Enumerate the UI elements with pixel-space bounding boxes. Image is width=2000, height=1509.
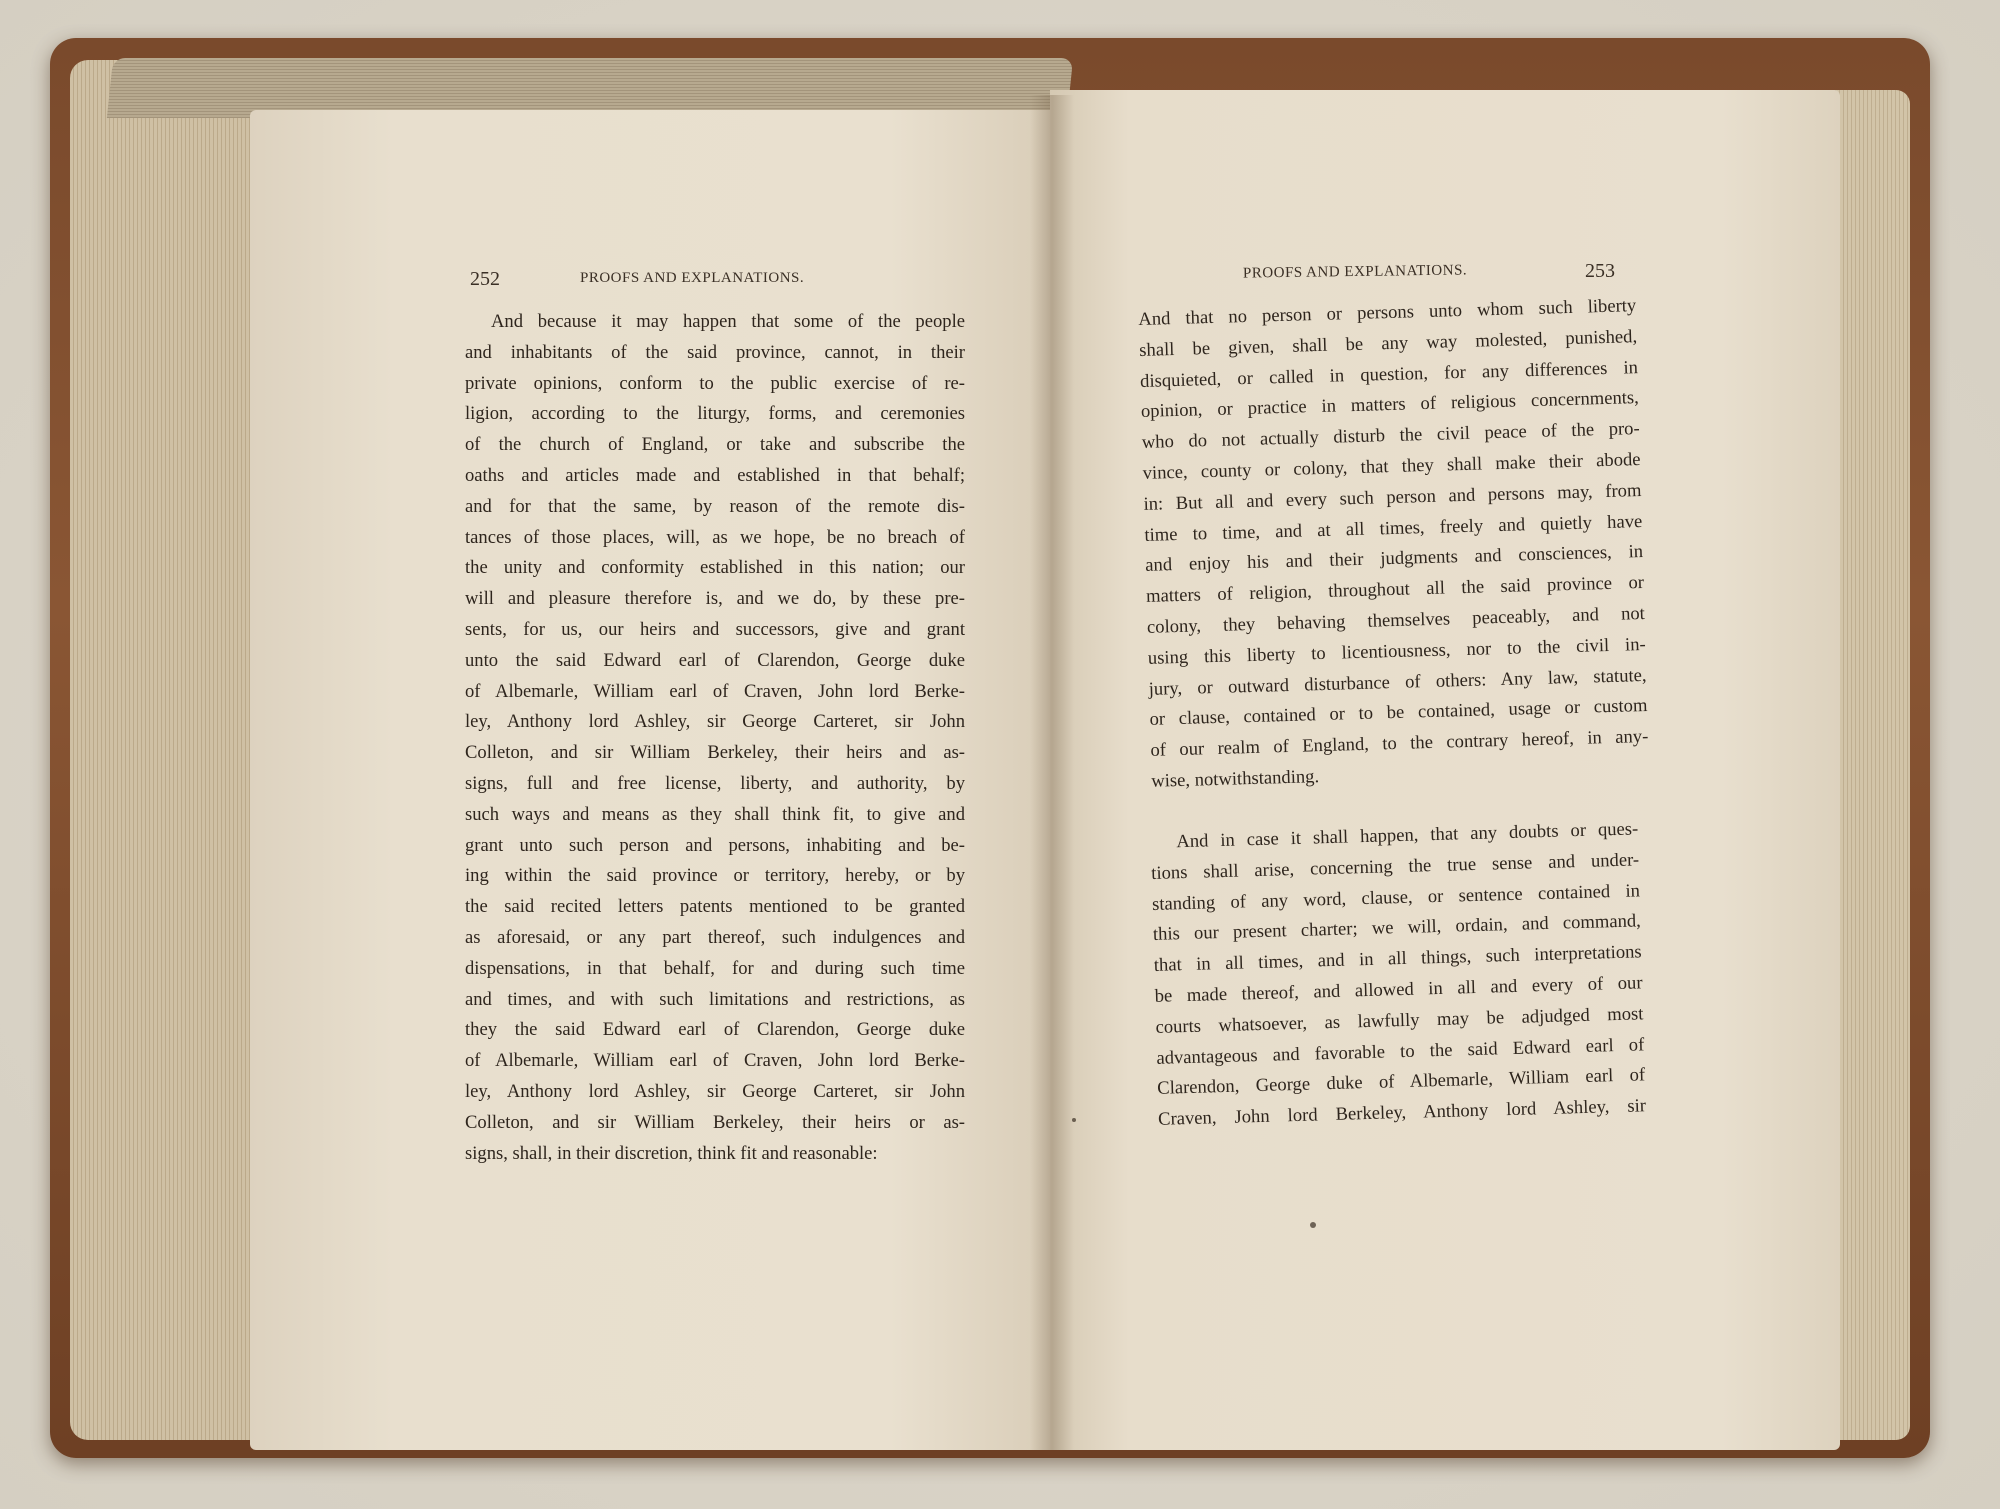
ink-speck — [1072, 1118, 1076, 1122]
text-line: the unity and conformity established in this nation; our — [465, 557, 965, 579]
text-line: of the church of England, or take and subscribe the — [465, 434, 965, 456]
text-line: of Albemarle, William earl of Craven, John lord Berke- — [465, 680, 965, 702]
text-line: oaths and articles made and established in that behalf; — [465, 464, 965, 486]
text-line: colony, they behaving themselves peaceably, and not — [1146, 602, 1646, 638]
text-line: tions shall arise, concerning the true sense and under- — [1150, 849, 1640, 884]
text-line: that in all times, and in all things, such interpretations — [1153, 941, 1642, 977]
text-line: And in case it shall happen, that any doubts or ques- — [1176, 818, 1639, 853]
right-page-paragraph-1 — [1138, 291, 1650, 797]
text-line: and enjoy his and their judgments and consciences, in — [1144, 541, 1644, 577]
text-line: jury, or outward disturbance of others: Any law, statute, — [1148, 664, 1647, 700]
text-line: in: But all and every such person and persons may, from — [1143, 479, 1642, 515]
text-line: and times, and with such limitations and restrictions, as — [465, 988, 965, 1010]
text-line: tances of those places, will, as we hope, be no breach of — [465, 526, 965, 548]
text-line: And because it may happen that some of the people — [491, 311, 965, 332]
text-line: opinion, or practice in matters of religious concernments, — [1140, 387, 1640, 423]
text-line: courts whatsoever, as lawfully may be adjudged most — [1155, 1003, 1644, 1038]
text-line: will and pleasure therefore is, and we do, by these pre- — [465, 588, 965, 610]
text-line: and inhabitants of the said province, cannot, in their — [465, 341, 965, 363]
text-line: the said recited letters patents mentioned to be granted — [465, 896, 965, 918]
text-line: wise, notwithstanding. — [1151, 766, 1320, 792]
text-line: Colleton, and sir William Berkeley, their heirs and as- — [465, 742, 965, 764]
page-edges-top — [107, 58, 1073, 118]
text-line: ley, Anthony lord Ashley, sir George Carteret, sir John — [465, 711, 965, 733]
text-line: using this liberty to licentiousness, nor to the civil in- — [1147, 633, 1646, 669]
text-line: advantageous and favorable to the said Edward earl of — [1156, 1033, 1645, 1069]
text-line: sents, for us, our heirs and successors, give and grant — [465, 618, 965, 640]
text-line: time to time, and at all times, freely and quietly have — [1144, 510, 1643, 546]
page-edges-left — [70, 60, 270, 1440]
text-line: shall be given, shall be any way molested, punished, — [1138, 325, 1638, 361]
text-line: private opinions, conform to the public exercise of re- — [465, 372, 965, 394]
text-line: who do not actually disturb the civil peace of the pro- — [1141, 418, 1640, 454]
text-line: standing of any word, clause, or sentence contained in — [1151, 879, 1641, 915]
text-line: vince, county or colony, that they shall make their abode — [1142, 449, 1641, 484]
text-line: Colleton, and sir William Berkeley, their heirs or as- — [465, 1111, 965, 1133]
right-page-number: 253 — [1585, 260, 1615, 282]
text-line: this our present charter; we will, ordain, and command, — [1152, 910, 1642, 946]
text-line: signs, full and free license, liberty, and authority, by — [465, 772, 965, 794]
text-line: ligion, according to the liturgy, forms, and ceremonies — [465, 403, 965, 425]
ink-speck — [1310, 1222, 1316, 1228]
right-running-head: PROOFS AND EXPLANATIONS. — [1242, 262, 1468, 282]
left-page-number: 252 — [470, 268, 500, 290]
text-line: be made thereof, and allowed in all and every of our — [1154, 972, 1643, 1007]
right-page-paragraph-2 — [1150, 814, 1646, 1135]
text-line: as aforesaid, or any part thereof, such indulgences and — [465, 926, 965, 948]
text-line: of Albemarle, William earl of Craven, John lord Berke- — [465, 1050, 965, 1072]
text-line: such ways and means as they shall think fit, to give and — [465, 803, 965, 825]
text-line: grant unto such person and persons, inhabiting and be- — [465, 834, 965, 856]
text-line: they the said Edward earl of Clarendon, George duke — [465, 1019, 965, 1041]
left-page-body — [465, 307, 965, 1169]
text-line: signs, shall, in their discretion, think fit and reasonable: — [465, 1142, 878, 1164]
text-line: matters of religion, throughout all the said province or — [1145, 572, 1645, 608]
text-line: of our realm of England, to the contrary hereof, in any- — [1150, 726, 1649, 761]
text-line: disquieted, or called in question, for any differences in — [1139, 356, 1639, 392]
text-line: Clarendon, George duke of Albemarle, William earl of — [1156, 1064, 1646, 1100]
text-line: dispensations, in that behalf, for and during such time — [465, 957, 965, 979]
text-line: ing within the said province or territory, hereby, or by — [465, 865, 965, 887]
left-running-head: PROOFS AND EXPLANATIONS. — [580, 270, 805, 286]
text-line: Craven, John lord Berkeley, Anthony lord Ashley, sir — [1157, 1095, 1647, 1131]
book-gutter — [1030, 95, 1074, 1450]
text-line: And that no person or persons unto whom such liberty — [1138, 295, 1637, 330]
text-line: unto the said Edward earl of Clarendon, George duke — [465, 649, 965, 671]
text-line: and for that the same, by reason of the remote dis- — [465, 495, 965, 517]
text-line: or clause, contained or to be contained, usage or custom — [1149, 695, 1648, 731]
text-line: ley, Anthony lord Ashley, sir George Carteret, sir John — [465, 1080, 965, 1102]
